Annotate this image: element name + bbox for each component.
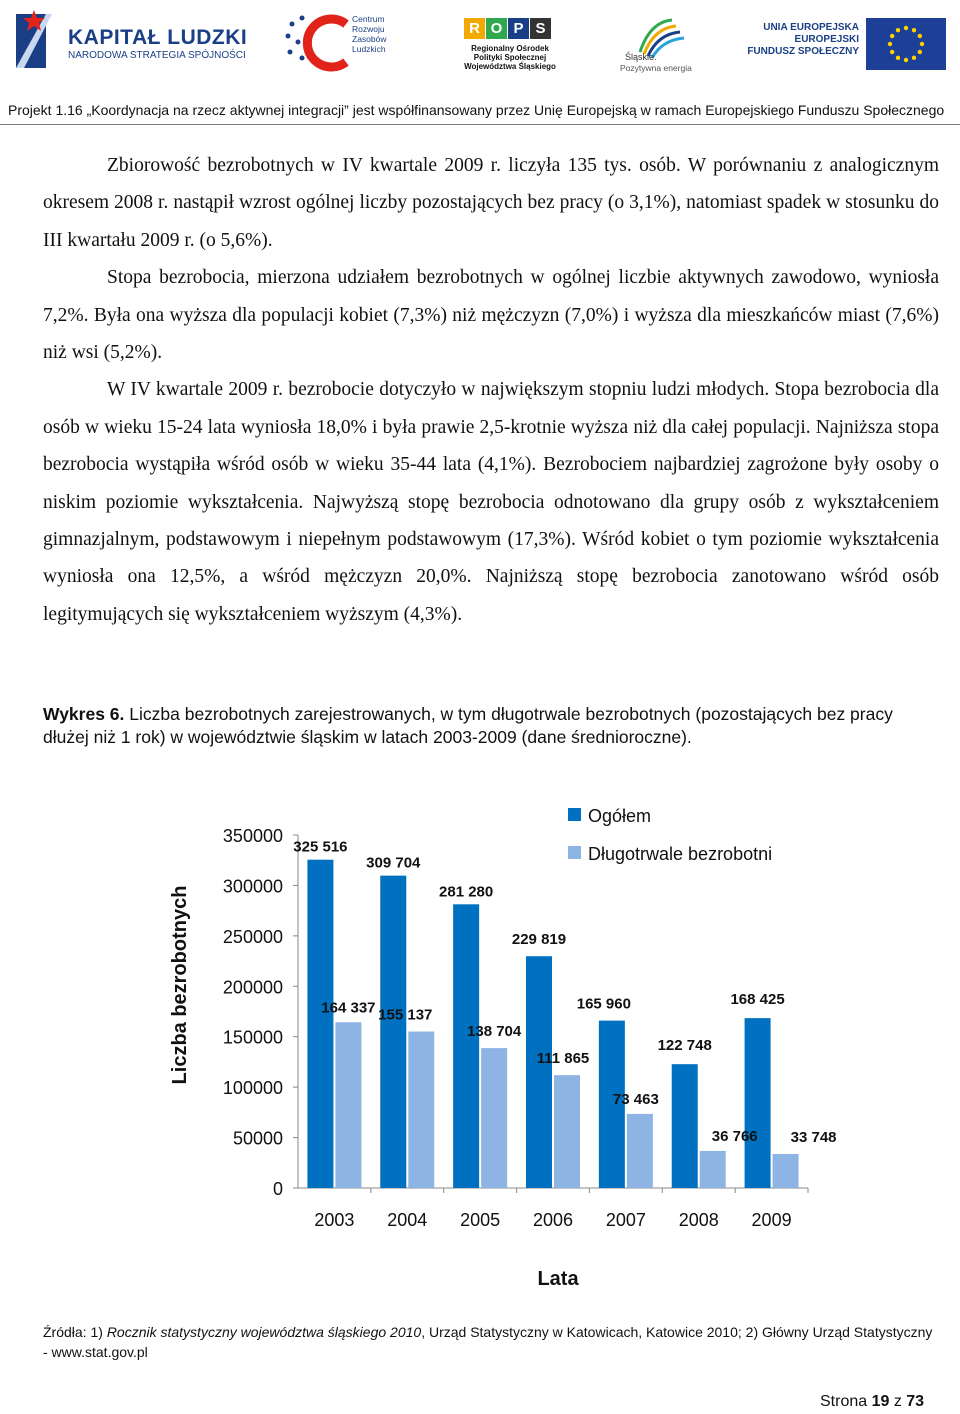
data-label: 325 516	[293, 838, 348, 856]
kapital-ludzki-title: KAPITAŁ LUDZKI	[68, 26, 248, 49]
bar-total	[380, 876, 406, 1188]
data-label: 111 865	[536, 1050, 590, 1068]
y-tick-label: 200000	[222, 977, 283, 998]
rops-letter: S	[530, 18, 551, 39]
kapital-ludzki-logo-icon	[14, 8, 54, 72]
kapital-ludzki-subtitle: NARODOWA STRATEGIA SPÓJNOŚCI	[68, 50, 246, 61]
data-label: 138 704	[467, 1023, 522, 1041]
rops-letter: P	[508, 18, 529, 39]
data-label: 36 766	[711, 1127, 758, 1145]
bar-long-term	[773, 1154, 799, 1188]
eu-star-icon	[920, 42, 924, 46]
rops-line: Polityki Społecznej	[473, 53, 547, 62]
bar-long-term	[335, 1022, 361, 1188]
page-current: 19	[871, 1393, 890, 1410]
bar-total	[453, 904, 479, 1188]
data-label: 122 748	[657, 1037, 712, 1055]
eu-star-icon	[896, 56, 900, 60]
bar-long-term	[627, 1114, 653, 1188]
page-number	[820, 1393, 924, 1411]
page-sep: z	[889, 1393, 907, 1410]
x-tick-label: 2007	[605, 1210, 646, 1230]
y-tick-label: 300000	[222, 876, 283, 897]
centrum-line: Ludzkich	[352, 44, 386, 54]
slaskie-name: Śląskie.	[625, 52, 657, 62]
eu-star-icon	[912, 56, 916, 60]
bar-chart	[0, 790, 960, 1310]
centrum-line: Zasobów	[352, 34, 387, 44]
bar-total	[745, 1018, 771, 1188]
data-label: 33 748	[790, 1128, 837, 1146]
bar-long-term	[408, 1032, 434, 1188]
eu-star-icon	[888, 42, 892, 46]
paragraph: W IV kwartale 2009 r. bezrobocie dotyczyło w największym stopniu ludzi młodych. Stopa bezrobocia dla osób w wieku 15-24 lata wyniosła 18,0% i była prawie 2,5-krotnie wyższa niż dla całej populacji. Najniższa stopa bezrobocia wystąpiła wśród osób w wieku 35-44 lata (4,1%). Bezrobociem najbardziej zagrożone były osoby o niskim poziomie wykształcenia. Najwyższą stopę bezrobocia odnotowano dla grupy osób z wykształceniem gimnazjalnym, podstawowym i niepełnym podstawowym (17,3%). Wśród kobiet o tym poziomie wykształcenia wyniosła ona 12,5%, a wśród mężczyzn 20,0%. Najniższą stopę bezrobocia zanotowano wśród osób legitymujących się wykształceniem wyższym (4,3%).	[43, 379, 939, 625]
rops-line: Województwa Śląskiego	[464, 62, 556, 71]
x-tick-label: 2003	[314, 1210, 355, 1230]
centrum-rozwoju-text	[352, 14, 387, 54]
project-header-line	[0, 97, 960, 123]
eu-star-icon	[918, 34, 922, 38]
project-header-text: Projekt 1.16 „Koordynacja na rzecz aktywnej integracji” jest współfinansowany przez Unię Europejską w ramach Europejskiego Funduszu Społecznego	[8, 102, 945, 118]
eu-star-icon	[918, 50, 922, 54]
ue-line: UNIA EUROPEJSKA	[763, 22, 859, 33]
chart-svg	[0, 790, 960, 1310]
y-tick-label: 350000	[222, 826, 283, 846]
x-tick-label: 2005	[460, 1210, 501, 1230]
x-tick-label: 2008	[678, 1210, 719, 1230]
source-rest: , Urząd Statystyczny w Katowicach, Katowice 2010; 2) Główny Urząd Statystyczny - www.stat.gov.pl	[43, 1324, 933, 1360]
ue-line: FUNDUSZ SPOŁECZNY	[747, 46, 859, 57]
data-label: 155 137	[378, 1006, 433, 1024]
ue-line: EUROPEJSKI	[794, 34, 859, 45]
bar-long-term	[554, 1075, 580, 1188]
rops-line: Regionalny Ośrodek	[471, 44, 549, 53]
data-label: 229 819	[511, 931, 567, 949]
legend-label: Długotrwale bezrobotni	[588, 844, 773, 864]
bar-long-term	[700, 1151, 726, 1188]
bar-long-term	[481, 1048, 507, 1188]
source-note	[43, 1322, 933, 1362]
y-tick-label: 0	[272, 1179, 283, 1199]
rops-logo	[464, 18, 552, 39]
bar-total	[672, 1064, 698, 1188]
page-prefix: Strona	[820, 1393, 872, 1410]
data-label: 165 960	[576, 995, 631, 1013]
chart-caption	[43, 703, 933, 749]
body-text	[43, 147, 939, 633]
y-tick-label: 100000	[222, 1078, 283, 1099]
header-logos	[0, 0, 960, 96]
y-axis-title: Liczba bezrobotnych	[169, 885, 191, 1085]
rops-text	[455, 44, 565, 71]
data-label: 281 280	[439, 883, 494, 901]
paragraph: Stopa bezrobocia, mierzona udziałem bezrobotnych w ogólnej liczbie aktywnych zawodowo, wyniosła 7,2%. Była ona wyższa dla populacji kobiet (7,3%) niż mężczyzn (7,0%) i wyższa dla mieszkańców miast (7,6%) niż wsi (5,2%).	[43, 267, 939, 364]
bar-total	[307, 860, 333, 1188]
x-axis-title: Lata	[537, 1268, 579, 1290]
source-title: Rocznik statystyczny województwa śląskiego 2010	[106, 1324, 422, 1340]
legend-label: Ogółem	[588, 806, 652, 826]
centrum-line: Centrum	[352, 14, 385, 24]
page-total: 73	[906, 1393, 925, 1410]
x-tick-label: 2009	[751, 1210, 792, 1230]
source-prefix: Źródła: 1)	[43, 1324, 107, 1340]
x-tick-label: 2004	[387, 1210, 428, 1230]
rops-letter: O	[486, 18, 507, 39]
paragraph: Zbiorowość bezrobotnych w IV kwartale 2009 r. liczyła 135 tys. osób. W porównaniu z analogicznym okresem 2008 r. nastąpił wzrost ogólnej liczby pozostających bez pracy (o 3,1%), natomiast spadek w stosunku do III kwartału 2009 r. (o 5,6%).	[43, 155, 939, 251]
rops-letter: R	[464, 18, 485, 39]
data-label: 168 425	[730, 991, 785, 1009]
bar-total	[526, 956, 552, 1188]
eu-star-icon	[890, 50, 894, 54]
data-label: 309 704	[366, 854, 421, 872]
eu-star-icon	[904, 26, 908, 30]
header-divider	[0, 124, 960, 125]
y-tick-label: 150000	[222, 1027, 283, 1048]
y-tick-label: 50000	[232, 1128, 283, 1149]
caption-label: Wykres 6.	[43, 704, 125, 724]
eu-star-icon	[890, 34, 894, 38]
x-tick-label: 2006	[532, 1210, 574, 1230]
ue-text	[735, 22, 859, 58]
data-label: 73 463	[612, 1090, 659, 1108]
y-tick-label: 250000	[222, 926, 283, 947]
data-label: 164 337	[321, 999, 376, 1017]
eu-star-icon	[904, 58, 908, 62]
eu-star-icon	[896, 28, 900, 32]
eu-star-icon	[912, 28, 916, 32]
legend-swatch	[568, 808, 581, 821]
slaskie-tagline: Pozytywna energia	[620, 63, 692, 73]
centrum-line: Rozwoju	[352, 24, 385, 34]
eu-flag-icon	[866, 18, 946, 70]
caption-text: Liczba bezrobotnych zarejestrowanych, w tym długotrwale bezrobotnych (pozostających bez pracy dłużej niż 1 rok) w województwie śląskim w latach 2003-2009 (dane średnioroczne).	[43, 704, 893, 747]
legend-swatch	[568, 846, 581, 859]
